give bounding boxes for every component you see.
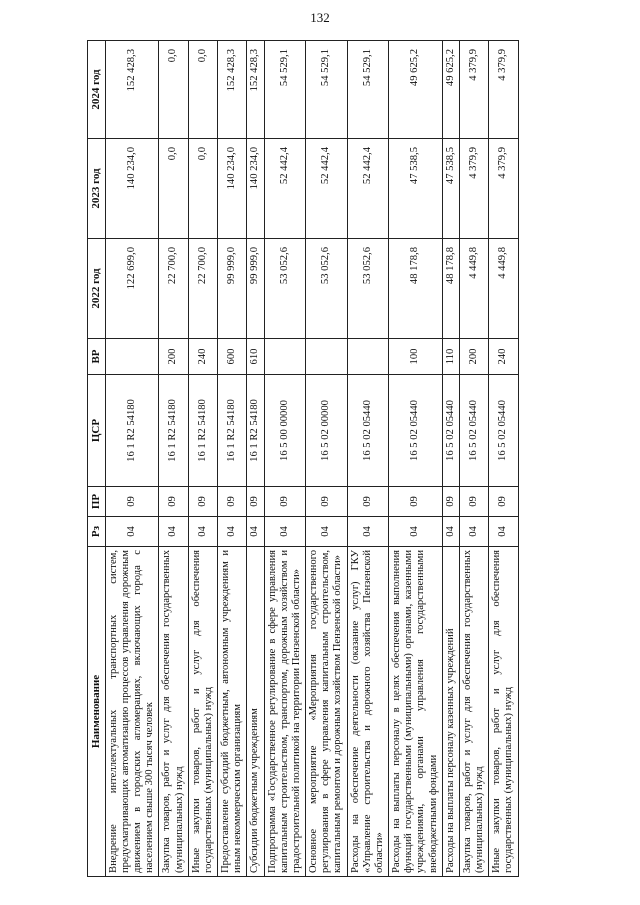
table-row (264, 41, 306, 877)
cell-csr: 16 1 R2 54180 (159, 375, 188, 487)
cell-csr: 16 5 02 05440 (489, 375, 518, 487)
cell-2024: 49 625,2 (389, 41, 443, 139)
cell-vr (264, 339, 306, 375)
rotated-table-container (87, 41, 557, 877)
budget-table (87, 40, 519, 877)
table-row (188, 41, 217, 877)
cell-pr: 09 (159, 487, 188, 517)
cell-vr: 100 (389, 339, 443, 375)
cell-2024: 152 428,3 (247, 41, 264, 139)
cell-vr: 200 (159, 339, 188, 375)
table-row (459, 41, 488, 877)
cell-pr: 09 (489, 487, 518, 517)
header-vr: ВР (88, 339, 106, 375)
cell-rz: 04 (218, 517, 247, 547)
cell-vr: 610 (247, 339, 264, 375)
cell-2023: 4 379,9 (459, 139, 488, 239)
table-row (489, 41, 518, 877)
cell-pr: 09 (442, 487, 459, 517)
table-row (347, 41, 389, 877)
cell-csr: 16 5 02 05440 (442, 375, 459, 487)
cell-2022: 48 178,8 (389, 239, 443, 339)
cell-2024: 152 428,3 (105, 41, 159, 139)
header-2023: 2023 год (88, 139, 106, 239)
cell-2024: 4 379,9 (459, 41, 488, 139)
cell-name: Основное мероприятие «Мероприятия государственного регулирования в сфере управления капитальным строительством, капитальным ремонтом и дорожным хозяйством Пензенской области» (306, 547, 348, 877)
cell-2023: 140 234,0 (105, 139, 159, 239)
cell-csr: 16 1 R2 54180 (218, 375, 247, 487)
cell-2022: 99 999,0 (247, 239, 264, 339)
cell-vr (347, 339, 389, 375)
cell-2024: 0,0 (159, 41, 188, 139)
cell-rz: 04 (442, 517, 459, 547)
cell-csr: 16 1 R2 54180 (188, 375, 217, 487)
cell-name: Расходы на выплаты персоналу казенных учреждений (442, 547, 459, 877)
cell-pr: 09 (306, 487, 348, 517)
cell-pr: 09 (389, 487, 443, 517)
cell-2023: 47 538,5 (442, 139, 459, 239)
cell-name: Закупка товаров, работ и услуг для обеспечения государственных (муниципальных) нужд (459, 547, 488, 877)
cell-2023: 140 234,0 (247, 139, 264, 239)
cell-vr: 600 (218, 339, 247, 375)
cell-pr: 09 (218, 487, 247, 517)
table-row (159, 41, 188, 877)
cell-2022: 4 449,8 (459, 239, 488, 339)
cell-name: Предоставление субсидий бюджетным, автономным учреждениям и иным некоммерческим организациям (218, 547, 247, 877)
cell-vr (306, 339, 348, 375)
cell-rz: 04 (389, 517, 443, 547)
cell-2022: 4 449,8 (489, 239, 518, 339)
cell-vr (105, 339, 159, 375)
cell-pr: 09 (347, 487, 389, 517)
cell-2023: 47 538,5 (389, 139, 443, 239)
cell-name: Расходы на выплаты персоналу в целях обеспечения выполнения функций государственными (муниципальными) органами, казенными учреждениями, органами управления государственными внебюджетными фондами (389, 547, 443, 877)
cell-rz: 04 (247, 517, 264, 547)
cell-2023: 140 234,0 (218, 139, 247, 239)
cell-2022: 48 178,8 (442, 239, 459, 339)
cell-rz: 04 (159, 517, 188, 547)
cell-2022: 53 052,6 (264, 239, 306, 339)
cell-name: Иные закупки товаров, работ и услуг для обеспечения государственных (муниципальных) нужд (489, 547, 518, 877)
header-name: Наименование (88, 547, 106, 877)
table-row (389, 41, 443, 877)
cell-2023: 0,0 (188, 139, 217, 239)
cell-2024: 54 529,1 (347, 41, 389, 139)
cell-csr: 16 5 02 05440 (389, 375, 443, 487)
header-rz: Рз (88, 517, 106, 547)
cell-name: Внедрение интеллектуальных транспортных систем, предусматривающих автоматизацию процессов управления дорожным движением в городских агломерациях, включающих города с населением свыше 300 тысяч человек (105, 547, 159, 877)
page-number: 132 (310, 10, 330, 25)
table-row (306, 41, 348, 877)
cell-2024: 49 625,2 (442, 41, 459, 139)
table-row (442, 41, 459, 877)
cell-2023: 4 379,9 (489, 139, 518, 239)
cell-2023: 52 442,4 (347, 139, 389, 239)
cell-rz: 04 (489, 517, 518, 547)
cell-name: Подпрограмма «Государственное регулирование в сфере управления капитальным строительством, транспортом, дорожным хозяйством и градостроительной политикой на территории Пензенской области» (264, 547, 306, 877)
cell-2022: 99 999,0 (218, 239, 247, 339)
cell-rz: 04 (347, 517, 389, 547)
cell-rz: 04 (188, 517, 217, 547)
cell-pr: 09 (247, 487, 264, 517)
cell-2023: 52 442,4 (264, 139, 306, 239)
cell-vr: 110 (442, 339, 459, 375)
cell-vr: 240 (188, 339, 217, 375)
cell-2022: 22 700,0 (188, 239, 217, 339)
cell-rz: 04 (459, 517, 488, 547)
cell-name: Субсидии бюджетным учреждениям (247, 547, 264, 877)
header-pr: ПР (88, 487, 106, 517)
cell-csr: 16 5 00 00000 (264, 375, 306, 487)
cell-2022: 122 699,0 (105, 239, 159, 339)
cell-vr: 240 (489, 339, 518, 375)
cell-csr: 16 1 R2 54180 (247, 375, 264, 487)
table-header-row (88, 41, 106, 877)
cell-2024: 54 529,1 (306, 41, 348, 139)
cell-2024: 152 428,3 (218, 41, 247, 139)
header-2022: 2022 год (88, 239, 106, 339)
cell-2023: 0,0 (159, 139, 188, 239)
cell-csr: 16 5 02 05440 (459, 375, 488, 487)
table-row (218, 41, 247, 877)
cell-2024: 4 379,9 (489, 41, 518, 139)
cell-name: Закупка товаров, работ и услуг для обеспечения государственных (муниципальных) нужд (159, 547, 188, 877)
cell-2024: 54 529,1 (264, 41, 306, 139)
table-row (247, 41, 264, 877)
cell-pr: 09 (459, 487, 488, 517)
cell-csr: 16 5 02 00000 (306, 375, 348, 487)
cell-rz: 04 (105, 517, 159, 547)
header-csr: ЦСР (88, 375, 106, 487)
header-2024: 2024 год (88, 41, 106, 139)
cell-rz: 04 (306, 517, 348, 547)
cell-pr: 09 (188, 487, 217, 517)
cell-2022: 53 052,6 (347, 239, 389, 339)
cell-name: Расходы на обеспечение деятельности (оказание услуг) ГКУ «Управление строительства и дорожного хозяйства Пензенской области» (347, 547, 389, 877)
cell-2022: 53 052,6 (306, 239, 348, 339)
cell-2024: 0,0 (188, 41, 217, 139)
cell-csr: 16 5 02 05440 (347, 375, 389, 487)
cell-2022: 22 700,0 (159, 239, 188, 339)
cell-rz: 04 (264, 517, 306, 547)
cell-pr: 09 (105, 487, 159, 517)
cell-csr: 16 1 R2 54180 (105, 375, 159, 487)
cell-pr: 09 (264, 487, 306, 517)
cell-vr: 200 (459, 339, 488, 375)
cell-2023: 52 442,4 (306, 139, 348, 239)
cell-name: Иные закупки товаров, работ и услуг для обеспечения государственных (муниципальных) нужд (188, 547, 217, 877)
table-row (105, 41, 159, 877)
